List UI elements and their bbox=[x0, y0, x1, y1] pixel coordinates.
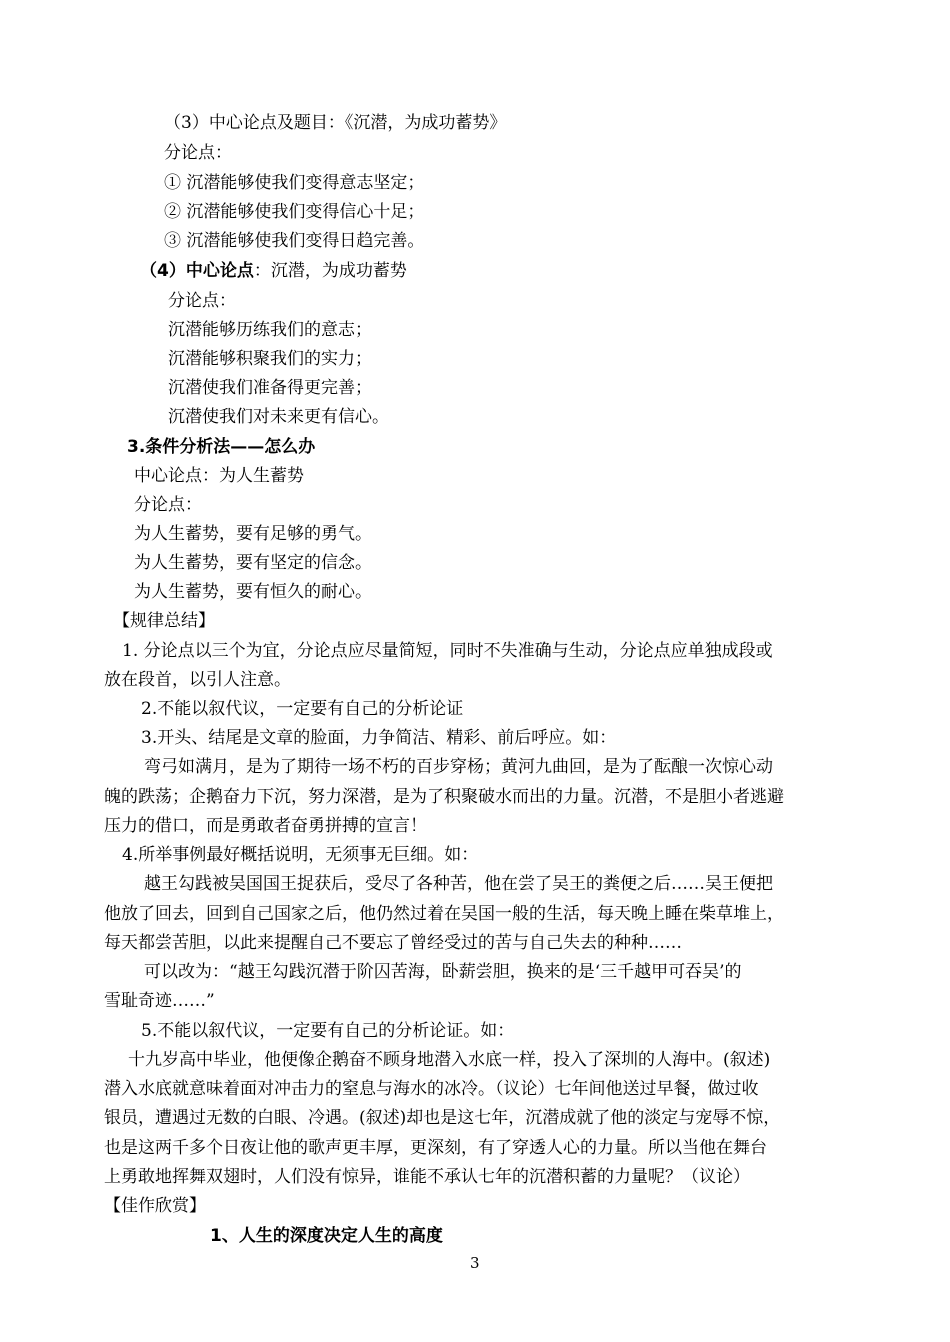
list-item: 沉潜使我们准备得更完善； bbox=[168, 378, 372, 398]
paragraph-line: 上勇敢地挥舞双翅时，人们没有惊异，谁能不承认七年的沉潜积蓄的力量呢？（议论） bbox=[104, 1167, 750, 1187]
list-item: ② 沉潜能够使我们变得信心十足； bbox=[164, 202, 425, 222]
paragraph-line: 潜入水底就意味着面对冲击力的窒息与海水的冰冷。（议论）七年间他送过早餐，做过收 bbox=[104, 1079, 759, 1099]
paragraph-line: 2.不能以叙代议，一定要有自己的分析论证 bbox=[141, 699, 464, 719]
paragraph-line: 5.不能以叙代议，一定要有自己的分析论证。如： bbox=[141, 1021, 515, 1041]
essay-title: 1、人生的深度决定人生的高度 bbox=[210, 1226, 443, 1246]
list-item: 沉潜能够历练我们的意志； bbox=[168, 320, 372, 340]
sub-points-label: 分论点： bbox=[164, 143, 232, 163]
subsection-3-heading: （3）中心论点及题目：《沉潜，为成功蓄势》 bbox=[164, 113, 507, 133]
paragraph-line: 他放了回去，回到自己国家之后，他仍然过着在吴国一般的生活，每天晚上睡在柴草堆上， bbox=[104, 904, 784, 924]
paragraph-line: 每天都尝苦胆，以此来提醒自己不要忘了曾经受过的苦与自己失去的种种…… bbox=[104, 933, 682, 953]
list-item: ③ 沉潜能够使我们变得日趋完善。 bbox=[164, 231, 425, 251]
list-item: 为人生蓄势，要有足够的勇气。 bbox=[134, 524, 372, 544]
paragraph-line: 银员，遭遇过无数的白眼、冷遇。(叙述)却也是这七年，沉潜成就了他的淡定与宠辱不惊， bbox=[104, 1108, 781, 1128]
heading-bold: （4）中心论点 bbox=[140, 261, 254, 281]
center-point: 中心论点：为人生蓄势 bbox=[134, 466, 304, 486]
heading-rest: ：沉潜，为成功蓄势 bbox=[253, 261, 407, 281]
list-item: 沉潜能够积聚我们的实力； bbox=[168, 349, 372, 369]
paragraph-line: 放在段首，以引人注意。 bbox=[104, 670, 291, 690]
subsection-4-heading bbox=[140, 260, 407, 282]
paragraph-line: 十九岁高中毕业，他便像企鹅奋不顾身地潜入水底一样，投入了深圳的人海中。(叙述) bbox=[128, 1050, 771, 1070]
paragraph-line: 1. 分论点以三个为宜，分论点应尽量简短，同时不失准确与生动，分论点应单独成段或 bbox=[122, 641, 773, 661]
appreciation-title: 【佳作欣赏】 bbox=[104, 1196, 206, 1216]
summary-title: 【规律总结】 bbox=[113, 611, 215, 631]
sub-points-label: 分论点： bbox=[168, 291, 236, 311]
paragraph-line: 可以改为：“越王勾践沉潜于阶囚苦海，卧薪尝胆，换来的是‘三千越甲可吞吴’的 bbox=[144, 962, 742, 982]
list-item: 沉潜使我们对未来更有信心。 bbox=[168, 407, 389, 427]
paragraph-line: 雪耻奇迹……” bbox=[104, 991, 215, 1011]
paragraph-line: 4.所举事例最好概括说明，无须事无巨细。如： bbox=[122, 845, 479, 865]
list-item: 为人生蓄势，要有恒久的耐心。 bbox=[134, 582, 372, 602]
list-item: 为人生蓄势，要有坚定的信念。 bbox=[134, 553, 372, 573]
page-number: 3 bbox=[470, 1254, 480, 1272]
paragraph-line: 3.开头、结尾是文章的脸面，力争简洁、精彩、前后呼应。如： bbox=[141, 728, 617, 748]
paragraph-line: 魄的跌荡；企鹅奋力下沉，努力深潜，是为了积聚破水而出的力量。沉潜，不是胆小者逃避 bbox=[104, 787, 784, 807]
list-item: ① 沉潜能够使我们变得意志坚定； bbox=[164, 173, 425, 193]
paragraph-line: 也是这两千多个日夜让他的歌声更丰厚，更深刻，有了穿透人心的力量。所以当他在舞台 bbox=[104, 1138, 767, 1158]
paragraph-line: 弯弓如满月，是为了期待一场不朽的百步穿杨；黄河九曲回，是为了酝酿一次惊心动 bbox=[144, 757, 773, 777]
method-3-heading: 3.条件分析法——怎么办 bbox=[127, 437, 316, 457]
paragraph-line: 压力的借口，而是勇敢者奋勇拼搏的宣言！ bbox=[104, 816, 427, 836]
paragraph-line: 越王勾践被吴国国王捉获后，受尽了各种苦，他在尝了吴王的粪便之后……吴王便把 bbox=[144, 874, 773, 894]
sub-points-label: 分论点： bbox=[134, 495, 202, 515]
